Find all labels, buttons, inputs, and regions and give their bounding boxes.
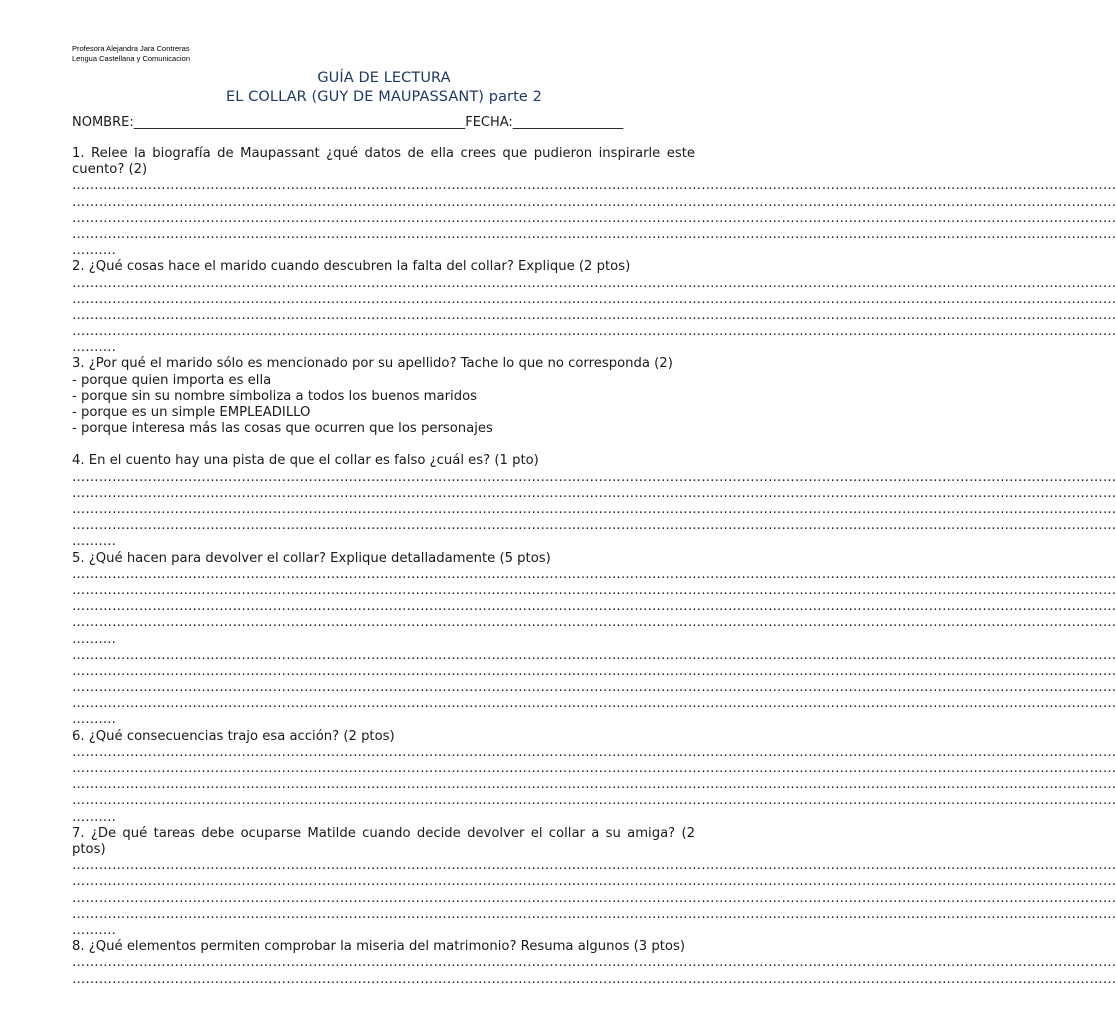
- question-7: 7. ¿De qué tareas debe ocuparse Matilde cuando decide devolver el collar a su amiga? (2 ptos): [72, 825, 695, 857]
- teacher-name: Profesora Alejandra Jara Contreras: [72, 44, 190, 53]
- option-3[interactable]: - porque es un simple EMPLEADILLO: [72, 405, 311, 421]
- answer-line[interactable]: ………………………………………………………………………………………………………………………………………………………………………………………………………………: [72, 890, 1116, 906]
- answer-line[interactable]: ………………………………………………………………………………………………………………………………………………………………………………………………………………: [72, 307, 1116, 323]
- answer-line[interactable]: ………………………………………………………………………………………………………………………………………………………………………………………………………………: [72, 566, 1116, 582]
- answer-line[interactable]: ………………………………………………………………………………………………………………………………………………………………………………………………………………: [72, 502, 1116, 518]
- answer-line[interactable]: ………………………………………………………………………………………………………………………………………………………………………………………………………………: [72, 680, 1116, 696]
- question-8: 8. ¿Qué elementos permiten comprobar la miseria del matrimonio? Resuma algunos (3 ptos): [72, 939, 686, 955]
- questions-body: [72, 146, 1116, 988]
- answer-line[interactable]: ………………………………………………………………………………………………………………………………………………………………………………………………………………: [72, 275, 1116, 291]
- answer-line[interactable]: ………………………………………………………………………………………………………………………………………………………………………………………………………………: [72, 761, 1116, 777]
- answer-line[interactable]: ………………………………………………………………………………………………………………………………………………………………………………………………………………: [72, 906, 1116, 922]
- answer-line[interactable]: ………………………………………………………………………………………………………………………………………………………………………………………………………………: [72, 777, 1116, 793]
- answer-line[interactable]: ………………………………………………………………………………………………………………………………………………………………………………………………………………: [72, 194, 1116, 210]
- answer-line[interactable]: ………………………………………………………………………………………………………………………………………………………………………………………………………………: [72, 518, 1116, 534]
- answer-line[interactable]: ………………………………………………………………………………………………………………………………………………………………………………………………………………: [72, 469, 1116, 485]
- spacer: [72, 437, 695, 453]
- answer-line-end[interactable]: ……….: [72, 631, 116, 647]
- answer-line[interactable]: ………………………………………………………………………………………………………………………………………………………………………………………………………………: [72, 485, 1116, 501]
- answer-line[interactable]: ………………………………………………………………………………………………………………………………………………………………………………………………………………: [72, 178, 1116, 194]
- option-4[interactable]: - porque interesa más las cosas que ocurren que los personajes: [72, 421, 493, 437]
- answer-line[interactable]: ………………………………………………………………………………………………………………………………………………………………………………………………………………: [72, 615, 1116, 631]
- answer-line-end[interactable]: ……….: [72, 243, 116, 259]
- answer-line[interactable]: ………………………………………………………………………………………………………………………………………………………………………………………………………………: [72, 582, 1116, 598]
- answer-line[interactable]: ………………………………………………………………………………………………………………………………………………………………………………………………………………: [72, 971, 1116, 987]
- question-6: 6. ¿Qué consecuencias trajo esa acción? (2 ptos): [72, 728, 395, 744]
- answer-line[interactable]: ………………………………………………………………………………………………………………………………………………………………………………………………………………: [72, 955, 1116, 971]
- question-2: 2. ¿Qué cosas hace el marido cuando descubren la falta del collar? Explique (2 ptos): [72, 259, 631, 275]
- page-header: [72, 44, 190, 64]
- option-2[interactable]: - porque sin su nombre simboliza a todos los buenos maridos: [72, 388, 478, 404]
- answer-line[interactable]: ………………………………………………………………………………………………………………………………………………………………………………………………………………: [72, 858, 1116, 874]
- answer-line-end[interactable]: ……….: [72, 534, 116, 550]
- answer-line[interactable]: ………………………………………………………………………………………………………………………………………………………………………………………………………………: [72, 291, 1116, 307]
- answer-line[interactable]: ………………………………………………………………………………………………………………………………………………………………………………………………………………: [72, 744, 1116, 760]
- question-4: 4. En el cuento hay una pista de que el collar es falso ¿cuál es? (1 pto): [72, 453, 539, 469]
- answer-line[interactable]: ………………………………………………………………………………………………………………………………………………………………………………………………………………: [72, 599, 1116, 615]
- option-1[interactable]: - porque quien importa es ella: [72, 372, 272, 388]
- answer-line-end[interactable]: ……….: [72, 712, 116, 728]
- answer-line[interactable]: ………………………………………………………………………………………………………………………………………………………………………………………………………………: [72, 647, 1116, 663]
- guide-title: GUÍA DE LECTURA: [317, 70, 451, 86]
- answer-line-end[interactable]: ……….: [72, 340, 116, 356]
- answer-line[interactable]: ………………………………………………………………………………………………………………………………………………………………………………………………………………: [72, 793, 1116, 809]
- question-3: 3. ¿Por qué el marido sólo es mencionado por su apellido? Tache lo que no corresponda (2): [72, 356, 673, 372]
- answer-line[interactable]: ………………………………………………………………………………………………………………………………………………………………………………………………………………: [72, 324, 1116, 340]
- question-5: 5. ¿Qué hacen para devolver el collar? Explique detalladamente (5 ptos): [72, 550, 551, 566]
- answer-line[interactable]: ………………………………………………………………………………………………………………………………………………………………………………………………………………: [72, 874, 1116, 890]
- question-1: 1. Relee la biografía de Maupassant ¿qué datos de ella crees que pudieron inspirarle este cuento? (2): [72, 146, 695, 178]
- subject-name: Lengua Castellana y Comunicacion: [72, 54, 190, 63]
- answer-line[interactable]: ………………………………………………………………………………………………………………………………………………………………………………………………………………: [72, 663, 1116, 679]
- answer-line-end[interactable]: ……….: [72, 809, 116, 825]
- guide-subtitle: EL COLLAR (GUY DE MAUPASSANT) parte 2: [226, 89, 542, 105]
- name-date-field[interactable]: NOMBRE:___________________________________________________FECHA:_________________: [72, 115, 624, 130]
- answer-line[interactable]: ………………………………………………………………………………………………………………………………………………………………………………………………………………: [72, 696, 1116, 712]
- answer-line[interactable]: ………………………………………………………………………………………………………………………………………………………………………………………………………………: [72, 226, 1116, 242]
- answer-line-end[interactable]: ……….: [72, 922, 116, 938]
- answer-line[interactable]: ………………………………………………………………………………………………………………………………………………………………………………………………………………: [72, 210, 1116, 226]
